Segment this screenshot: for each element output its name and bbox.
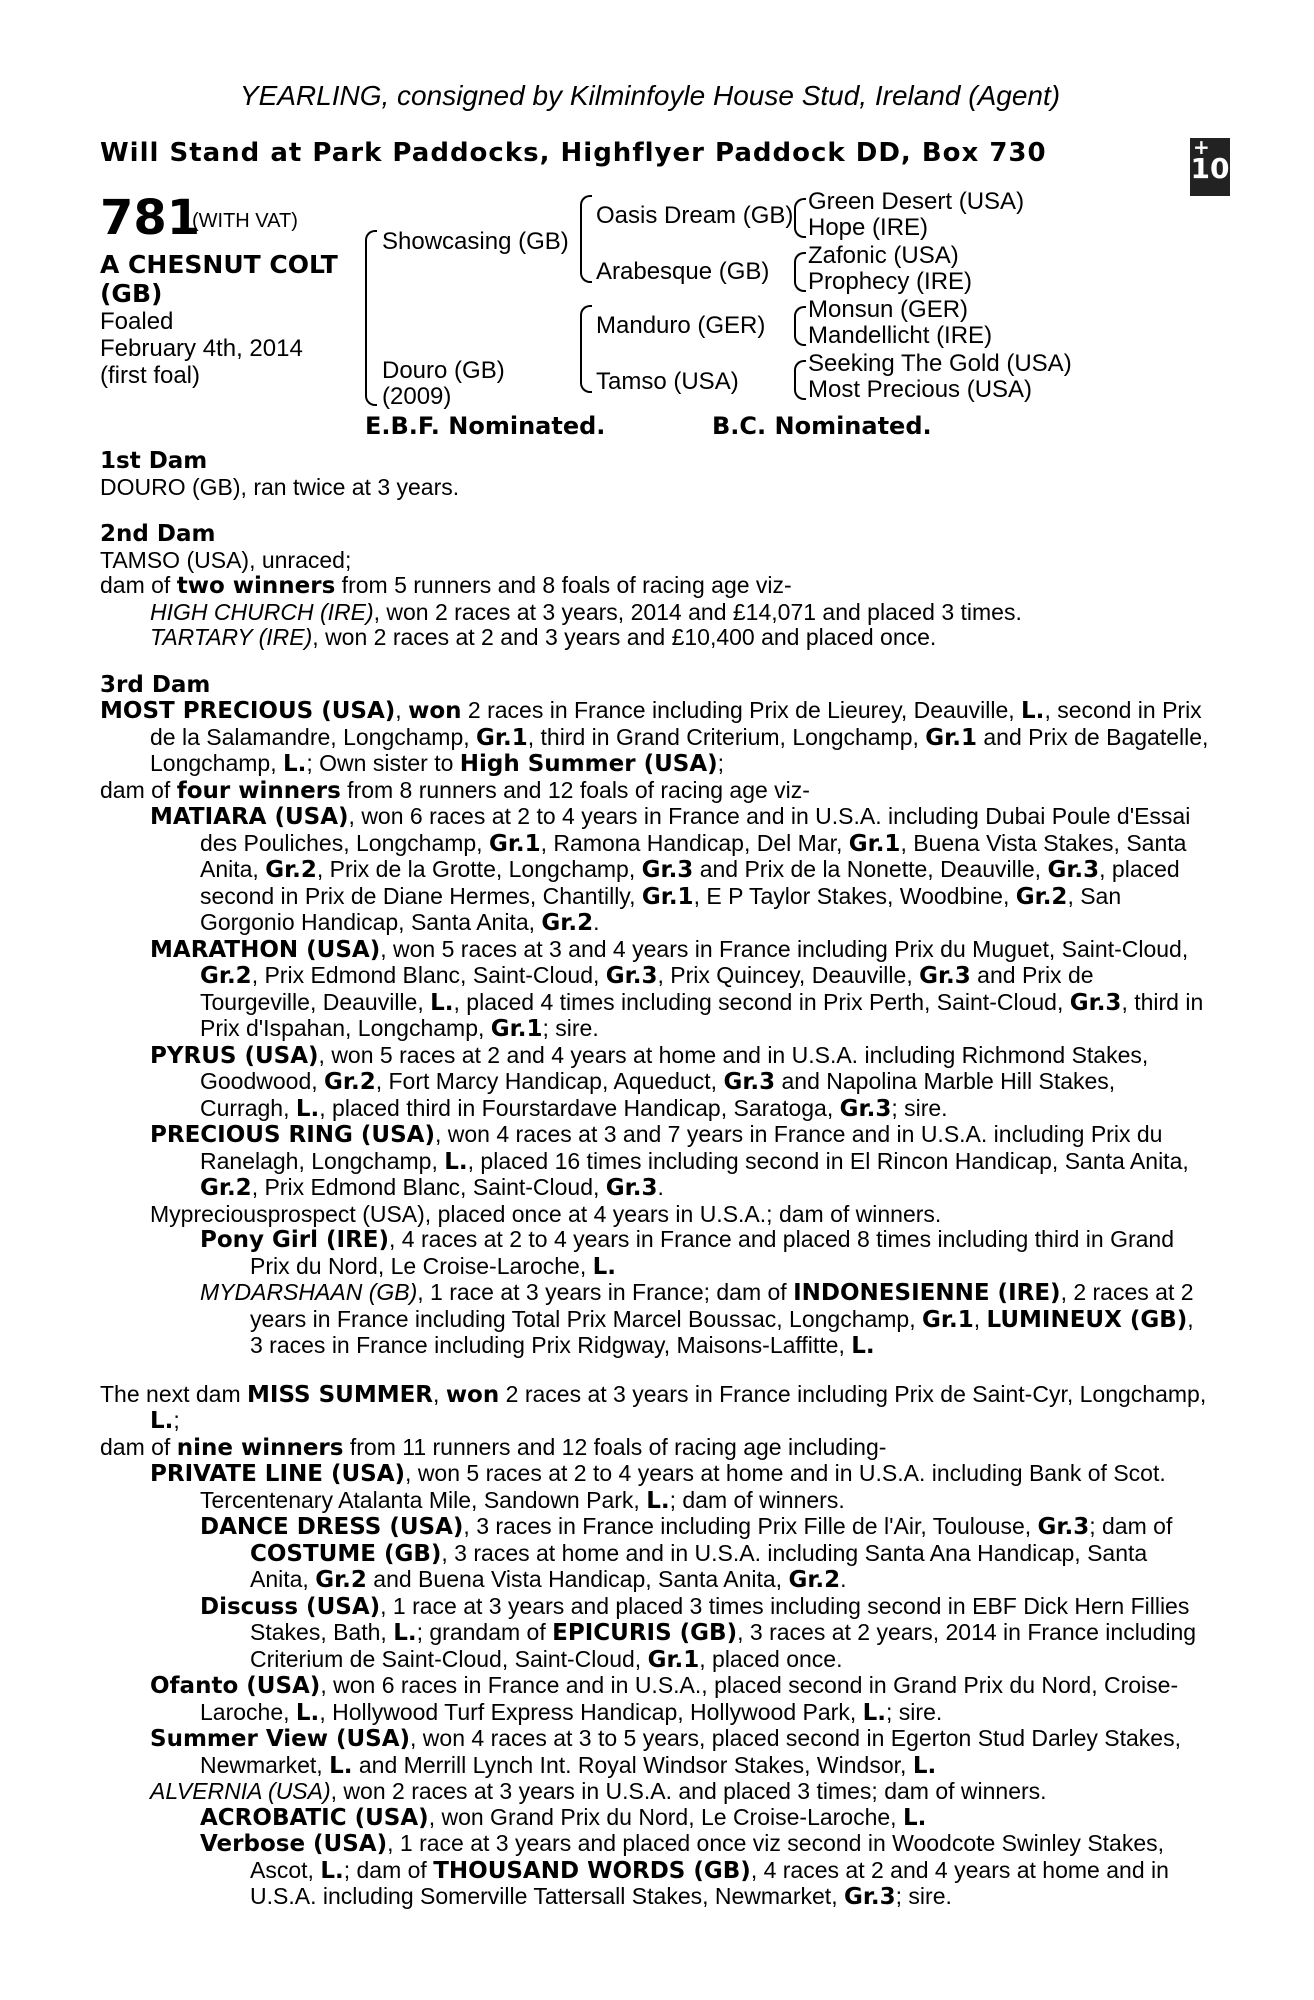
progeny-item: Mypreciousprospect (USA), placed once at 4 years in U.S.A.; dam of winners. (150, 1200, 942, 1227)
sire-dam: Arabesque (GB) (596, 258, 770, 285)
foaling-info: Foaled February 4th, 2014 (first foal) (100, 308, 303, 389)
dam-brace (580, 305, 592, 393)
ddd: Most Precious (USA) (808, 376, 1033, 403)
dss: Monsun (GER) (808, 296, 969, 323)
lot-number: 781 (100, 190, 201, 246)
progeny-item: MYDARSHAAN (GB), 1 race at 3 years in France; dam of INDONESIENNE (IRE), 2 races at 2 years in France including Total Prix Marcel Boussac, Longchamp, Gr.1, LUMINEUX (GB), 3 races in France including Prix Ridgway, Maisons-Laffitte, L. (200, 1279, 1194, 1359)
second-dam-heading: 2nd Dam (100, 521, 216, 547)
first-dam-section (100, 449, 1210, 500)
pedigree-block (100, 190, 1210, 445)
sdd: Prophecy (IRE) (808, 268, 973, 295)
horse-description: A CHESNUT COLT (GB) (100, 250, 338, 308)
third-dam-record: MOST PRECIOUS (USA), won 2 races in France including Prix de Lieurey, Deauville, L., second in Prix de la Salamandre, Longchamp, Gr.1, third in Grand Criterium, Longchamp, Gr.1 and Prix de Bagatelle, Longchamp, L.; Own sister to High Summer (USA); (100, 697, 1209, 777)
brace-3 (794, 306, 806, 346)
dam: Douro (GB) (382, 357, 505, 384)
progeny-item: PYRUS (USA), won 5 races at 2 and 4 years at home and in U.S.A. including Richmond Stakes, Goodwood, Gr.2, Fort Marcy Handicap, Aqueduct, Gr.3 and Napolina Marble Hill Stakes, Curragh, L., placed third in Fourstardave Handicap, Saratoga, Gr.3; sire. (150, 1041, 1149, 1122)
catalogue-page (100, 80, 1230, 1911)
progeny-item: PRECIOUS RING (USA), won 4 races at 3 and 7 years in France and in U.S.A. including Prix du Ranelagh, Longchamp, L., placed 16 times including second in El Rincon Handicap, Santa Anita, Gr.2, Prix Edmond Blanc, Saint-Cloud, Gr.3. (150, 1121, 1189, 1201)
dam-sire: Manduro (GER) (596, 312, 766, 339)
dam-dam: Tamso (USA) (596, 368, 739, 395)
progeny-item: Discuss (USA), 1 race at 3 years and placed 3 times including second in EBF Dick Hern Fillies Stakes, Bath, L.; grandam of EPICURIS (GB), 3 races at 2 years, 2014 in France including Criterium de Saint-Cloud, Saint-Cloud, Gr.1, placed once. (200, 1592, 1197, 1673)
progeny-item: HIGH CHURCH (IRE), won 2 races at 3 years, 2014 and £14,071 and placed 3 times. (150, 598, 1022, 625)
sire-sire: Oasis Dream (GB) (596, 202, 794, 229)
next-dam-produce: dam of nine winners from 11 runners and 12 foals of racing age including- (100, 1433, 887, 1461)
dds: Seeking The Gold (USA) (808, 350, 1072, 377)
second-dam-line1: TAMSO (USA), unraced; (100, 546, 352, 573)
ebf-nominated: E.B.F. Nominated. (365, 412, 606, 440)
progeny-item: ACROBATIC (USA), won Grand Prix du Nord, Le Croise-Laroche, L. (200, 1803, 927, 1831)
progeny-item: MARATHON (USA), won 5 races at 3 and 4 years in France including Prix du Muguet, Saint-Cloud, Gr.2, Prix Edmond Blanc, Saint-Cloud, Gr.3, Prix Quincey, Deauville, Gr.3 and Prix de Tourgeville, Deauville, L., placed 4 times including second in Prix Perth, Saint-Cloud, Gr.3, third in Prix d'Ispahan, Longchamp, Gr.1; sire. (150, 935, 1204, 1042)
ten-percent-badge: + 10 (1190, 138, 1230, 196)
first-dam-text: DOURO (GB), ran twice at 3 years. (100, 473, 460, 500)
next-dam-section (100, 1382, 1210, 1911)
catalogue-body (100, 449, 1210, 1911)
next-dam-record: The next dam MISS SUMMER, won 2 races at 3 years in France including Prix de Saint-Cyr, Longchamp, L.; (100, 1380, 1207, 1434)
brace-2 (794, 252, 806, 292)
progeny-item: Pony Girl (IRE), 4 races at 2 to 4 years in France and placed 8 times including third in Grand Prix du Nord, Le Croise-Laroche, L. (200, 1226, 1175, 1280)
first-dam-heading: 1st Dam (100, 448, 208, 474)
progeny-item: PRIVATE LINE (USA), won 5 races at 2 to 4 years at home and in U.S.A. including Bank of Scot. Tercentenary Atalanta Mile, Sandown Park, L.; dam of winners. (150, 1460, 1166, 1514)
brace-1 (794, 198, 806, 238)
stand-location: Will Stand at Park Paddocks, Highflyer Paddock DD, Box 730 (100, 138, 1047, 168)
progeny-item: DANCE DRESS (USA), 3 races in France including Prix Fille de l'Air, Toulouse, Gr.3; dam of COSTUME (GB), 3 races at home and in U.S.A. including Santa Ana Handicap, Santa Anita, Gr.2 and Buena Vista Handicap, Santa Anita, Gr.2. (200, 1513, 1173, 1593)
third-dam-heading: 3rd Dam (100, 671, 211, 698)
progeny-item: TARTARY (IRE), won 2 races at 2 and 3 years and £10,400 and placed once. (150, 624, 937, 650)
sire: Showcasing (GB) (382, 228, 569, 255)
progeny-item: Verbose (USA), 1 race at 3 years and placed once viz second in Woodcote Swinley Stakes, Ascot, L.; dam of THOUSAND WORDS (GB), 4 races at 2 and 4 years at home and in U.S.A. including Somerville Tattersall Stakes, Newmarket, Gr.3; sire. (200, 1830, 1169, 1910)
second-dam-section (100, 522, 1210, 651)
progeny-item: ALVERNIA (USA), won 2 races at 3 years in U.S.A. and placed 3 times; dam of winners. (150, 1778, 1047, 1804)
sds: Zafonic (USA) (808, 242, 959, 269)
brace-4 (794, 360, 806, 400)
dsd: Mandellicht (IRE) (808, 322, 993, 349)
sire-brace (580, 195, 592, 283)
sire-dam-brace (365, 230, 377, 406)
second-dam-line2: dam of two winners from 5 runners and 8 foals of racing age viz- (100, 572, 792, 599)
progeny-item: MATIARA (USA), won 6 races at 2 to 4 years in France and in U.S.A. including Dubai Poule d'Essai des Pouliches, Longchamp, Gr.1, Ramona Handicap, Del Mar, Gr.1, Buena Vista Stakes, Santa Anita, Gr.2, Prix de la Grotte, Longchamp, Gr.3 and Prix de la Nonette, Deauville, Gr.3, placed second in Prix de Diane Hermes, Chantilly, Gr.1, E P Taylor Stakes, Woodbine, Gr.2, San Gorgonio Handicap, Santa Anita, Gr.2. (150, 803, 1191, 936)
third-dam-produce: dam of four winners from 8 runners and 12 foals of racing age viz- (100, 776, 810, 804)
ssd: Hope (IRE) (808, 214, 929, 241)
vat-label: (WITH VAT) (192, 210, 298, 232)
third-dam-section (100, 673, 1210, 1360)
bc-nominated: B.C. Nominated. (712, 412, 932, 440)
sss: Green Desert (USA) (808, 188, 1025, 215)
progeny-item: Ofanto (USA), won 6 races in France and in U.S.A., placed second in Grand Prix du Nord, Croise-Laroche, L., Hollywood Turf Express Handicap, Hollywood Park, L.; sire. (150, 1672, 1179, 1726)
progeny-item: Summer View (USA), won 4 races at 3 to 5 years, placed second in Egerton Stud Darley Stakes, Newmarket, L. and Merrill Lynch Int. Royal Windsor Stakes, Windsor, L. (150, 1725, 1181, 1779)
consignment-header: YEARLING, consigned by Kilminfoyle House Stud, Ireland (Agent) (239, 80, 1061, 111)
dam-year: (2009) (382, 383, 452, 410)
